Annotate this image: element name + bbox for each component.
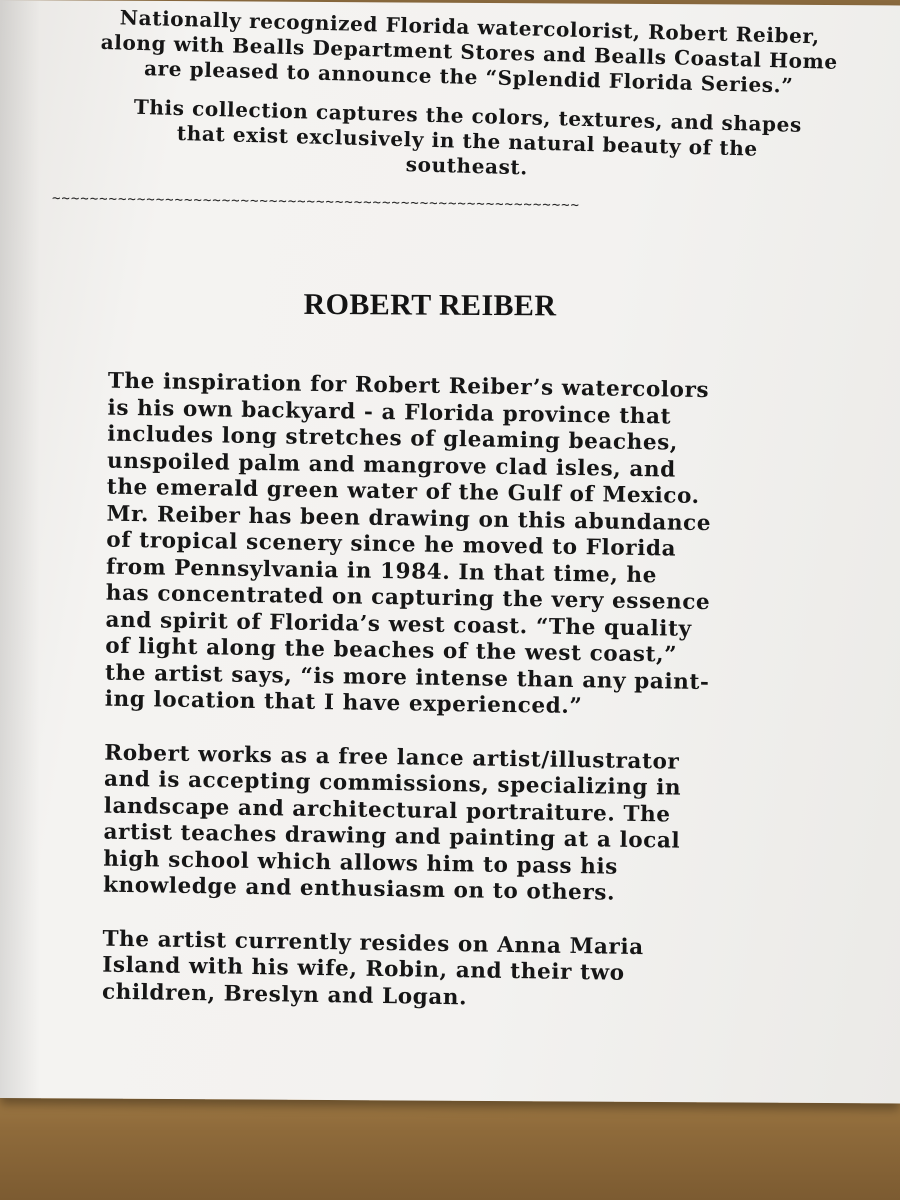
bio-paragraph-family: The artist currently resides on Anna Maria Island with his wife, Robin, and their two children, Breslyn and Logan. <box>101 926 644 1010</box>
tilde-divider: ~~~~~~~~~~~~~~~~~~~~~~~~~~~~~~~~~~~~~~~~~~~~~~~~~~~~~~~~ <box>51 190 581 214</box>
bio-paragraph-work: Robert works as a free lance artist/illustrator and is accepting commissions, specializing in landscape and architectural portraiture. The artist teaches drawing and painting at a local high school which allows him to pass his knowledge and enthusiasm on to others. <box>102 740 682 906</box>
announcement-text: Nationally recognized Florida watercolorist, Robert Reiber, along with Bealls Department Stores and Bealls Coastal Home are pleased to announce the “Splendid Florida Series.” <box>100 5 838 98</box>
intro-section <box>67 4 870 190</box>
bio-paragraph-inspiration: The inspiration for Robert Reiber’s watercolors is his own backyard - a Florida province that includes long stretches of gleaming beaches, unspoiled palm and mangrove clad isles, and the emerald green water of the Gulf of Mexico. Mr. Reiber has been drawing on this abundance of tropical scenery since he moved to Florida from Pennsylvania in 1984. In that time, he has concentrated on capturing the very essence and spirit of Florida’s west coast. “The quality of light along the beaches of the west coast,” the artist says, “is more intense than any paint- ing location that I have experienced.” <box>104 368 712 720</box>
table-surface <box>0 1090 900 1200</box>
biography-section <box>102 369 788 1017</box>
collection-text: This collection captures the colors, textures, and shapes that exist exclusively in the natural beauty of the southeast. <box>133 94 803 180</box>
artist-name-heading: ROBERT REIBER <box>303 287 557 323</box>
